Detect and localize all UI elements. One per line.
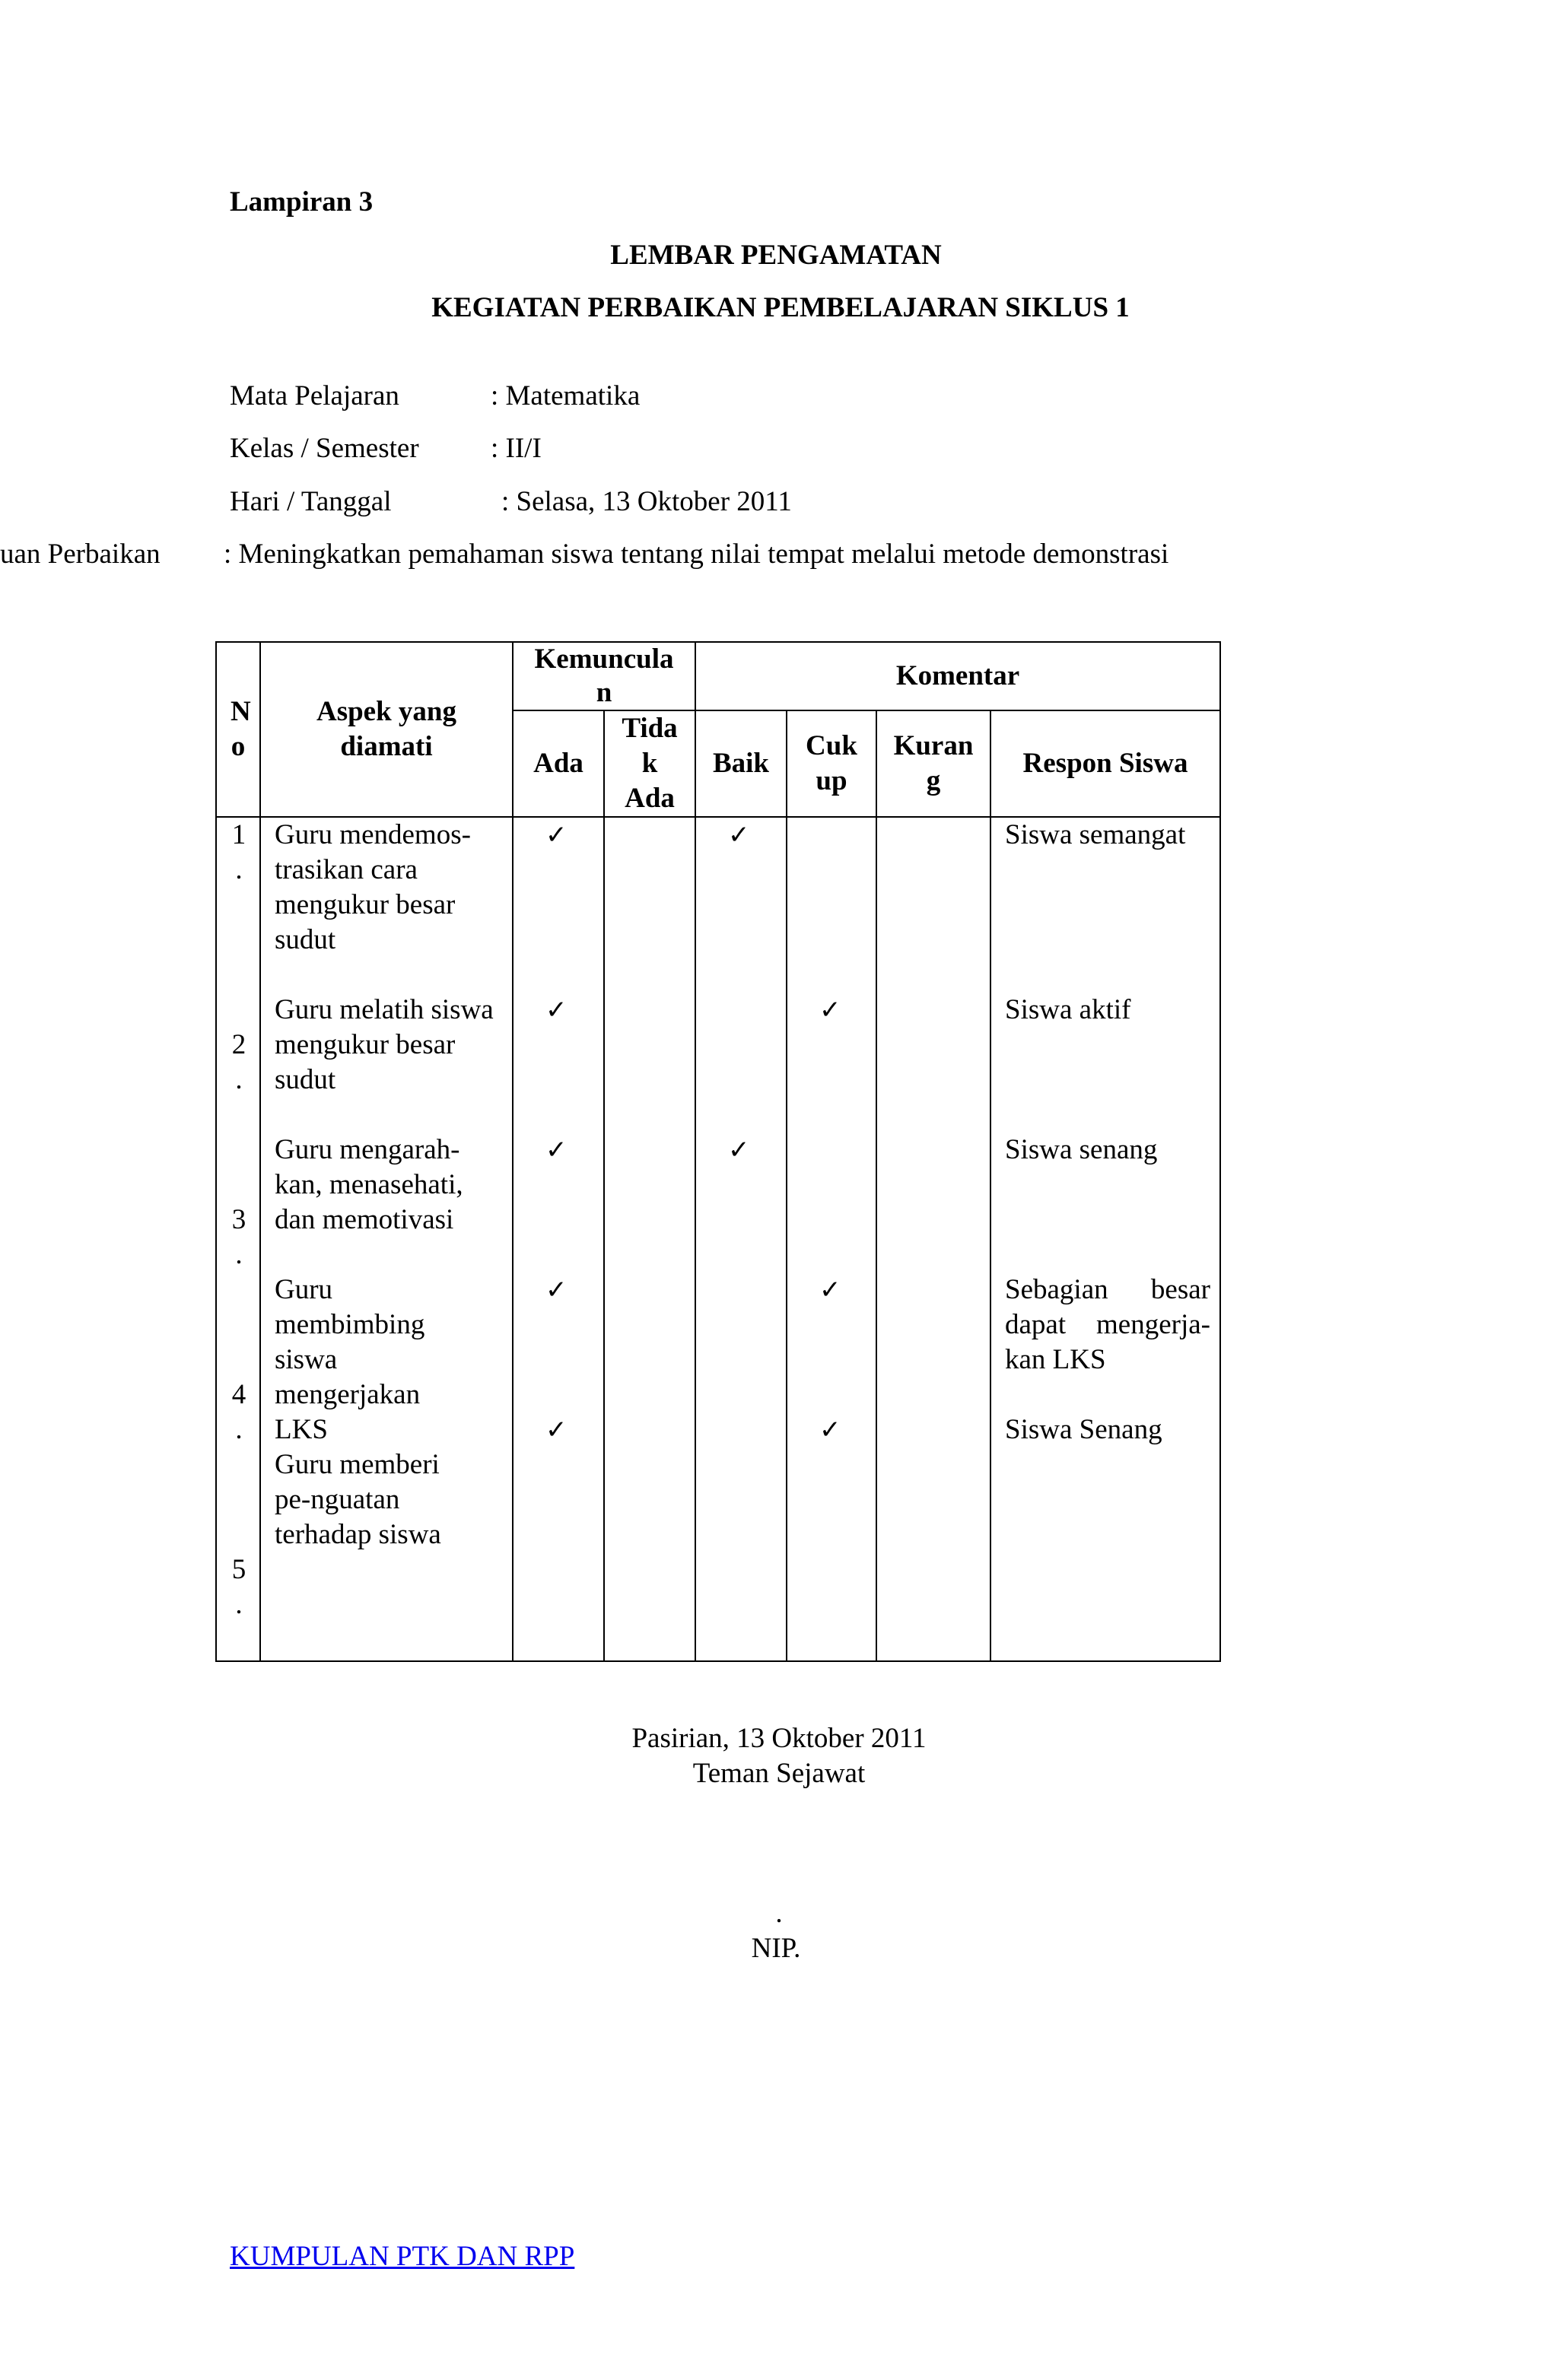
check-mark: ✓ (819, 1275, 841, 1305)
check-mark: ✓ (545, 995, 568, 1025)
header-aspect: Aspek yang diamati (260, 642, 513, 817)
row-number: 1 . (231, 819, 246, 885)
respon-text: Siswa Senang (1005, 1414, 1162, 1445)
check-mark: ✓ (819, 1415, 841, 1445)
info-label-date: Hari / Tanggal (230, 486, 392, 517)
col-tidak-ada (604, 817, 695, 1661)
check-mark: ✓ (545, 1275, 568, 1305)
signature-place-date: Pasirian, 13 Oktober 2011 (631, 1723, 927, 1754)
header-tidak-ada: Tida k Ada (604, 710, 695, 817)
info-value-goal: : Meningkatkan pemahaman siswa tentang nilai tempat melalui metode demonstrasi (224, 539, 1169, 570)
row-number: 2 . (231, 1029, 246, 1095)
header-ada: Ada (513, 710, 604, 817)
info-value-class: : II/I (491, 433, 542, 464)
check-mark: ✓ (545, 820, 568, 850)
respon-text: Siswa senang (1005, 1134, 1158, 1165)
aspect-text: Guru mengarah-kan, menasehati, dan memotivasi (275, 1134, 463, 1235)
document-subtitle: KEGIATAN PERBAIKAN PEMBELAJARAN SIKLUS 1 (431, 292, 1130, 323)
row-number: 4 . (231, 1379, 246, 1445)
signature-role: Teman Sejawat (692, 1758, 866, 1789)
header-baik: Baik (695, 710, 787, 817)
header-no: N o (216, 642, 260, 817)
info-label-goal: uan Perbaikan (0, 539, 161, 570)
respon-text: Siswa aktif (1005, 994, 1131, 1025)
lampiran-label: Lampiran 3 (230, 186, 374, 218)
signature-name-placeholder: . (775, 1898, 783, 1929)
signature-nip: NIP. (751, 1933, 801, 1964)
check-mark: ✓ (545, 1135, 568, 1165)
aspect-text: Guru memberi pe-nguatan terhadap siswa (275, 1449, 441, 1550)
info-label-subject: Mata Pelajaran (230, 380, 399, 411)
header-respon: Respon Siswa (990, 710, 1220, 817)
aspect-text: Guru membimbing siswa mengerjakan LKS (275, 1274, 425, 1445)
info-label-class: Kelas / Semester (230, 433, 419, 464)
header-kurang: Kuran g (876, 710, 990, 817)
observation-table (215, 641, 1221, 1662)
col-baik (695, 817, 787, 1661)
row-number: 5 . (231, 1554, 246, 1620)
check-mark: ✓ (728, 820, 750, 850)
check-mark: ✓ (819, 995, 841, 1025)
document-title: LEMBAR PENGAMATAN (610, 240, 942, 271)
col-cukup (787, 817, 876, 1661)
header-komentar: Komentar (695, 642, 1220, 710)
respon-text: Sebagian besar dapat mengerja-kan LKS (1005, 1274, 1210, 1375)
col-kurang (876, 817, 990, 1661)
footer-link[interactable]: KUMPULAN PTK DAN RPP (230, 2241, 575, 2272)
aspect-text: Guru melatih siswa mengukur besar sudut (275, 994, 494, 1095)
check-mark: ✓ (728, 1135, 750, 1165)
info-value-subject: : Matematika (491, 380, 641, 411)
col-ada (513, 817, 604, 1661)
header-cukup: Cuk up (787, 710, 876, 817)
col-respon (990, 817, 1220, 1661)
col-aspect (260, 817, 513, 1661)
respon-text: Siswa semangat (1005, 819, 1186, 850)
header-kemunculan: Kemuncula n (513, 642, 695, 710)
info-value-date: : Selasa, 13 Oktober 2011 (501, 486, 792, 517)
col-no (216, 817, 260, 1661)
check-mark: ✓ (545, 1415, 568, 1445)
aspect-text: Guru mendemos-trasikan cara mengukur besar sudut (275, 819, 471, 955)
row-number: 3 . (231, 1204, 246, 1270)
